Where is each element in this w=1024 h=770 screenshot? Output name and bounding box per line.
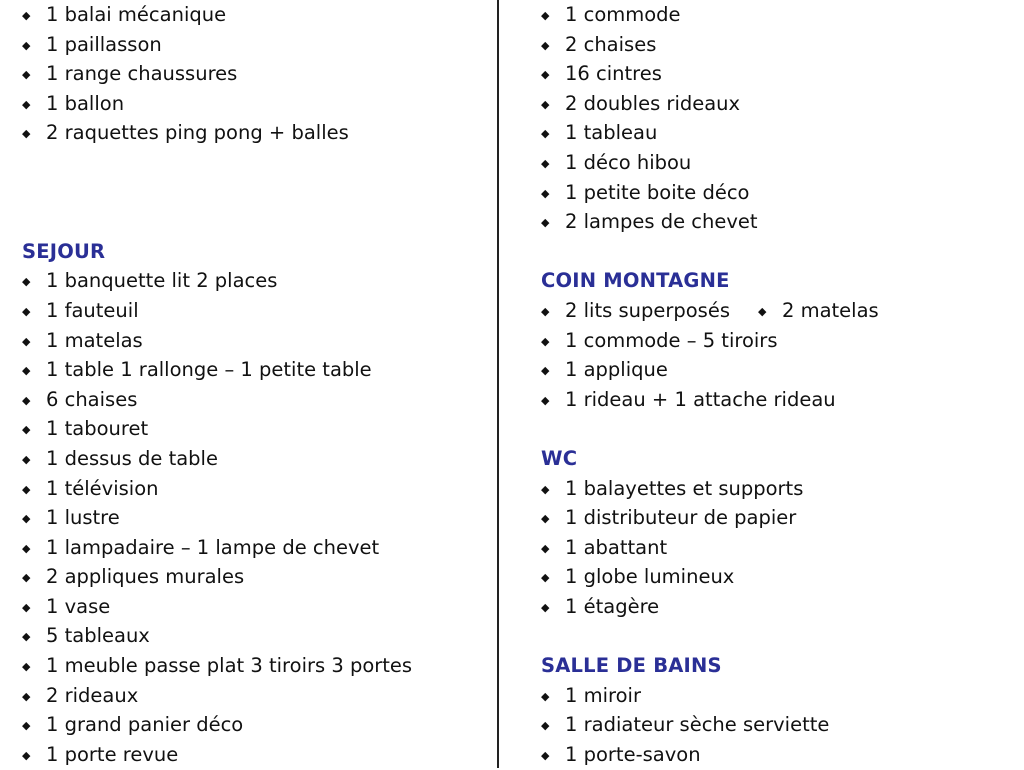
right-column bbox=[541, 0, 1011, 769]
bullet-icon: ◆ bbox=[541, 9, 550, 22]
list-item: ◆ 1 lustre bbox=[22, 503, 482, 533]
bullet-icon: ◆ bbox=[541, 127, 550, 141]
section-gap bbox=[541, 621, 1011, 651]
sejour-list bbox=[22, 266, 482, 769]
bullet-icon: ◆ bbox=[22, 600, 31, 614]
section-gap bbox=[541, 237, 1011, 267]
list-item: ◆ 1 commode – 5 tiroirs bbox=[541, 326, 1011, 356]
list-item: ◆ 6 chaises bbox=[22, 385, 482, 415]
bullet-icon: ◆ bbox=[541, 600, 550, 614]
bullet-icon: ◆ bbox=[541, 512, 550, 526]
list-item: ◆ 1 distributeur de papier bbox=[541, 503, 1011, 533]
chambre-list bbox=[541, 0, 1011, 237]
bullet-icon: ◆ bbox=[541, 689, 550, 703]
list-item: ◆ 1 banquette lit 2 places bbox=[22, 266, 482, 296]
entree-list bbox=[22, 0, 482, 148]
bullet-icon: ◆ bbox=[541, 364, 550, 378]
bullet-icon: ◆ bbox=[541, 393, 550, 407]
list-item: ◆ 1 table 1 rallonge – 1 petite table bbox=[22, 355, 482, 385]
bullet-icon: ◆ bbox=[22, 334, 31, 348]
list-item: ◆ 1 télévision bbox=[22, 474, 482, 504]
bullet-icon: ◆ bbox=[541, 38, 550, 52]
list-item: ◆ 5 tableaux bbox=[22, 621, 482, 651]
section-heading-salle-de-bains: SALLE DE BAINS bbox=[541, 654, 722, 678]
list-item: ◆ 1 meuble passe plat 3 tiroirs 3 portes bbox=[22, 651, 482, 681]
bullet-icon: ◆ bbox=[22, 482, 31, 496]
list-item: ◆ 2 raquettes ping pong + balles bbox=[22, 118, 482, 148]
left-column bbox=[22, 0, 482, 769]
section-gap bbox=[22, 148, 482, 237]
list-item: ◆ 1 range chaussures bbox=[22, 59, 482, 89]
bullet-icon: ◆ bbox=[757, 304, 767, 318]
list-item: ◆ 1 commode bbox=[541, 0, 1011, 30]
bullet-icon: ◆ bbox=[22, 9, 31, 22]
list-item: ◆ 1 paillasson bbox=[22, 30, 482, 60]
list-item: ◆ 1 tabouret bbox=[22, 414, 482, 444]
list-item: ◆ 1 miroir bbox=[541, 681, 1011, 711]
list-item: ◆ 2 appliques murales bbox=[22, 562, 482, 592]
list-item: ◆ 1 radiateur sèche serviette bbox=[541, 710, 1011, 740]
section-heading-sejour: SEJOUR bbox=[22, 239, 106, 263]
list-item: ◆ 1 tableau bbox=[541, 118, 1011, 148]
list-item: ◆ 1 abattant bbox=[541, 533, 1011, 563]
section-gap bbox=[541, 414, 1011, 444]
bullet-icon: ◆ bbox=[22, 423, 31, 437]
list-item: ◆ 1 déco hibou bbox=[541, 148, 1011, 178]
list-item: ◆ 1 globe lumineux bbox=[541, 562, 1011, 592]
section-heading-coin-montagne: COIN MONTAGNE bbox=[541, 269, 730, 293]
inline-list-item: ◆ 2 matelas bbox=[758, 299, 879, 322]
bullet-icon: ◆ bbox=[22, 275, 31, 289]
list-item: ◆ 1 ballon bbox=[22, 89, 482, 119]
bullet-icon: ◆ bbox=[541, 334, 550, 348]
list-item: ◆ 1 matelas bbox=[22, 326, 482, 356]
list-item: ◆ 2 doubles rideaux bbox=[541, 89, 1011, 119]
list-item: ◆ 2 lampes de chevet bbox=[541, 207, 1011, 237]
list-item: ◆ 1 rideau + 1 attache rideau bbox=[541, 385, 1011, 415]
list-item: ◆ 1 lampadaire – 1 lampe de chevet bbox=[22, 533, 482, 563]
bullet-icon: ◆ bbox=[22, 127, 31, 141]
bullet-icon: ◆ bbox=[22, 452, 31, 466]
bullet-icon: ◆ bbox=[541, 97, 550, 111]
bullet-icon: ◆ bbox=[22, 38, 31, 52]
list-item: ◆ 1 balai mécanique bbox=[22, 0, 482, 30]
sdb-list bbox=[541, 681, 1011, 770]
montagne-list bbox=[541, 296, 1011, 414]
list-item: ◆ 1 balayettes et supports bbox=[541, 474, 1011, 504]
bullet-icon: ◆ bbox=[541, 541, 550, 555]
list-item: ◆ 1 grand panier déco bbox=[22, 710, 482, 740]
list-item: ◆ 1 fauteuil bbox=[22, 296, 482, 326]
bullet-icon: ◆ bbox=[541, 571, 550, 585]
list-item: ◆ 16 cintres bbox=[541, 59, 1011, 89]
bullet-icon: ◆ bbox=[22, 68, 31, 82]
bullet-icon: ◆ bbox=[541, 216, 550, 230]
section-heading-wc: WC bbox=[541, 446, 578, 470]
bullet-icon: ◆ bbox=[541, 748, 550, 762]
bullet-icon: ◆ bbox=[22, 748, 31, 762]
bullet-icon: ◆ bbox=[22, 660, 31, 674]
wc-list bbox=[541, 474, 1011, 622]
bullet-icon: ◆ bbox=[541, 186, 550, 200]
bullet-icon: ◆ bbox=[22, 97, 31, 111]
list-item: ◆ 2 rideaux bbox=[22, 681, 482, 711]
list-item: ◆ 1 petite boite déco bbox=[541, 178, 1011, 208]
list-item: ◆ 2 chaises bbox=[541, 30, 1011, 60]
list-item: ◆ 1 applique bbox=[541, 355, 1011, 385]
bullet-icon: ◆ bbox=[22, 304, 31, 318]
list-item: ◆ 1 porte revue bbox=[22, 740, 482, 770]
bullet-icon: ◆ bbox=[22, 689, 31, 703]
bullet-icon: ◆ bbox=[541, 719, 550, 733]
bullet-icon: ◆ bbox=[22, 393, 31, 407]
list-item: ◆ 1 dessus de table bbox=[22, 444, 482, 474]
list-item: ◆ 1 vase bbox=[22, 592, 482, 622]
column-divider bbox=[497, 0, 499, 768]
bullet-icon: ◆ bbox=[22, 364, 31, 378]
list-item: ◆ 2 lits superposés ◆ 2 matelas bbox=[541, 296, 1011, 326]
bullet-icon: ◆ bbox=[541, 156, 550, 170]
bullet-icon: ◆ bbox=[22, 541, 31, 555]
bullet-icon: ◆ bbox=[541, 482, 550, 496]
bullet-icon: ◆ bbox=[22, 512, 31, 526]
bullet-icon: ◆ bbox=[22, 630, 31, 644]
bullet-icon: ◆ bbox=[541, 68, 550, 82]
bullet-icon: ◆ bbox=[22, 719, 31, 733]
bullet-icon: ◆ bbox=[22, 571, 31, 585]
list-item: ◆ 1 porte-savon bbox=[541, 740, 1011, 770]
list-item: ◆ 1 étagère bbox=[541, 592, 1011, 622]
bullet-icon: ◆ bbox=[541, 304, 550, 318]
